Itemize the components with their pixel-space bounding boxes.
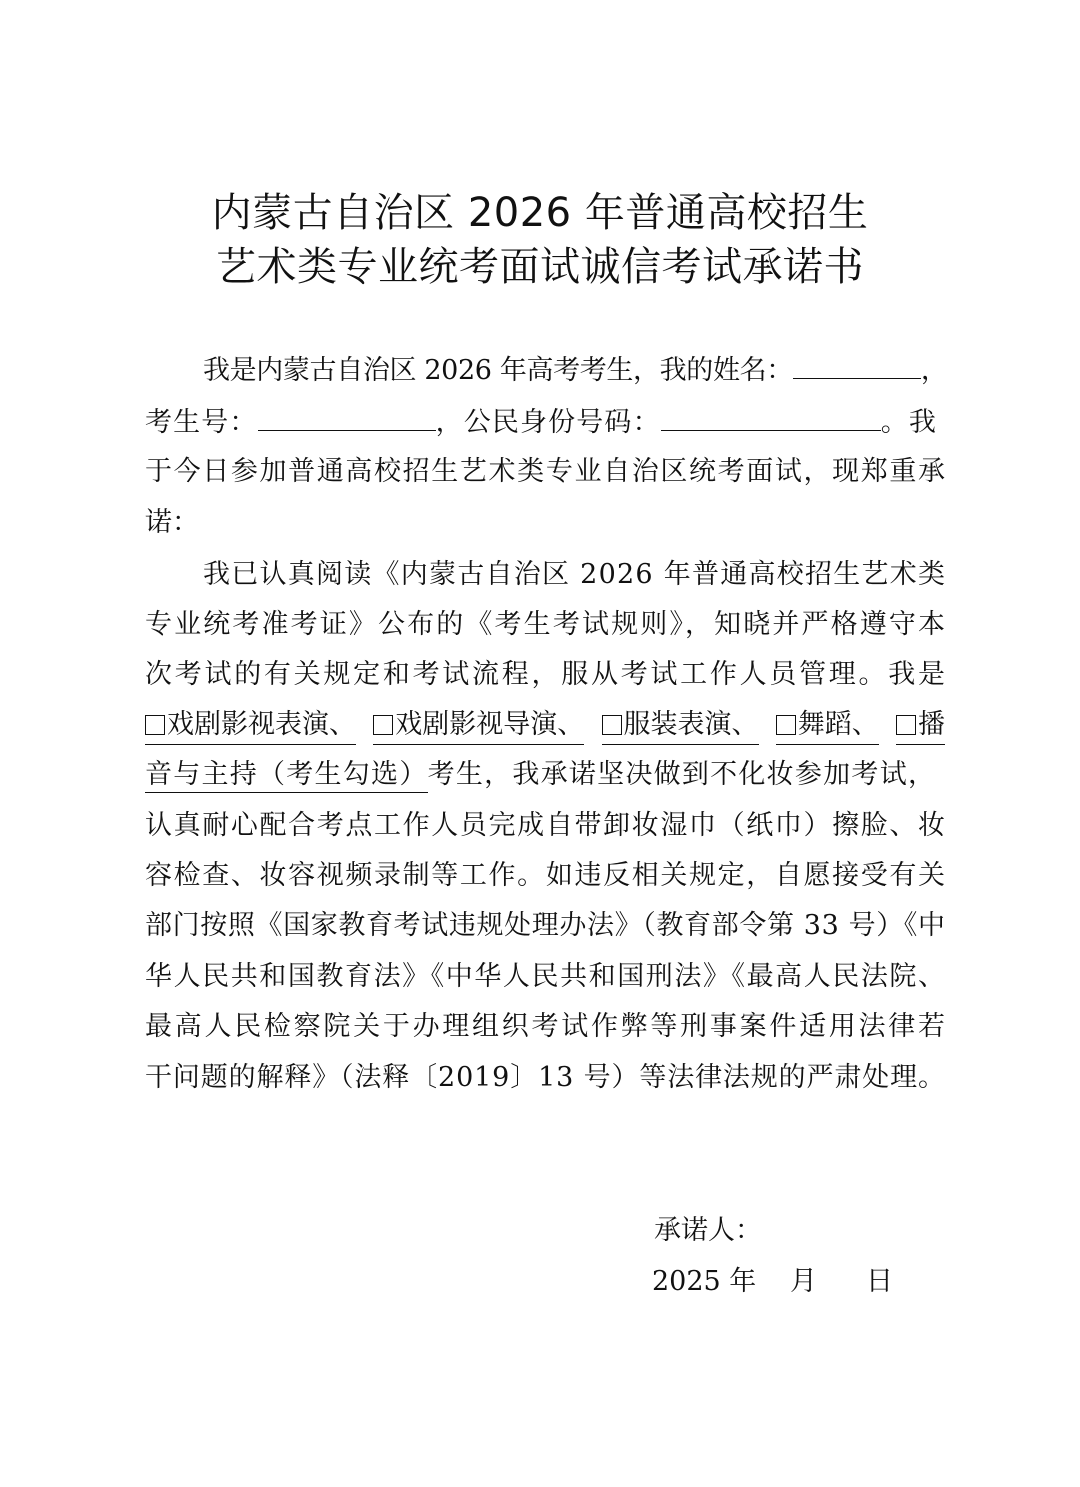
date-month: 月 xyxy=(790,1266,817,1297)
commitment-line-11: 干问题的解释》（法释〔2019〕13 号）等法律法规的严肃处理。 xyxy=(145,1062,946,1093)
id-number-label: ，公民身份号码： xyxy=(435,407,661,438)
checkbox-drama-directing[interactable] xyxy=(373,715,393,735)
major-options-line xyxy=(145,705,945,745)
option-drama-directing: 戏剧影视导演、 xyxy=(373,705,584,745)
commitment-line-10: 最高人民检察院关于办理组织考试作弊等刑事案件适用法律若 xyxy=(145,1011,948,1042)
date-year: 2025 年 xyxy=(652,1266,757,1297)
exam-number-label: 考生号： xyxy=(145,407,258,438)
option-broadcasting: 播 xyxy=(896,705,945,745)
checkbox-broadcasting[interactable] xyxy=(896,715,916,735)
pledge-line-1 xyxy=(145,348,948,388)
document-title-line-2: 艺术类专业统考面试诚信考试承诺书 xyxy=(216,244,864,290)
exam-number-blank[interactable] xyxy=(258,400,436,431)
checkbox-fashion-performance[interactable] xyxy=(602,715,622,735)
date-day: 日 xyxy=(866,1266,893,1297)
pledge-line-2 xyxy=(145,400,945,440)
commitment-line-6: 认真耐心配合考点工作人员完成自带卸妆湿巾（纸巾）擦脸、妆 xyxy=(145,810,947,841)
commitment-line-3: 次考试的有关规定和考试流程，服从考试工作人员管理。我是 xyxy=(145,659,948,690)
commitment-line-9: 华人民共和国教育法》《中华人民共和国刑法》《最高人民法院、 xyxy=(145,961,947,992)
option-fashion-performance: 服装表演、 xyxy=(602,705,759,745)
option-dance: 舞蹈、 xyxy=(776,705,879,745)
option-drama-performance: 戏剧影视表演、 xyxy=(145,705,356,745)
pledge-line-3: 于今日参加普通高校招生艺术类专业自治区统考面试，现郑重承 xyxy=(145,456,947,487)
checkbox-drama-performance[interactable] xyxy=(145,715,165,735)
document-title-line-1: 内蒙古自治区 2026 年普通高校招生 xyxy=(211,190,869,236)
commitment-text: 考生，我承诺坚决做到不化妆参加考试， xyxy=(427,759,937,790)
commitment-line-1: 我已认真阅读《内蒙古自治区 2026 年普通高校招生艺术类 xyxy=(203,559,947,590)
signatory-label: 承诺人： xyxy=(654,1215,762,1246)
comma: ， xyxy=(920,355,948,386)
id-number-blank[interactable] xyxy=(661,400,881,431)
line-2-end: 。我 xyxy=(880,407,938,438)
commitment-line-7: 容检查、妆容视频录制等工作。如违反相关规定，自愿接受有关 xyxy=(145,860,947,891)
commitment-line-5 xyxy=(145,755,945,795)
commitment-line-2: 专业统考准考证》公布的《考生考试规则》，知晓并严格遵守本 xyxy=(145,609,948,640)
commitment-line-8: 部门按照《国家教育考试违规处理办法》（教育部令第 33 号）《中 xyxy=(145,910,946,941)
intro-text: 我是内蒙古自治区 2026 年高考考生，我的姓名： xyxy=(203,355,793,386)
pledge-line-4: 诺： xyxy=(145,507,199,538)
option-note: 音与主持（考生勾选） xyxy=(145,759,428,793)
name-blank[interactable] xyxy=(793,348,921,379)
checkbox-dance[interactable] xyxy=(776,715,796,735)
